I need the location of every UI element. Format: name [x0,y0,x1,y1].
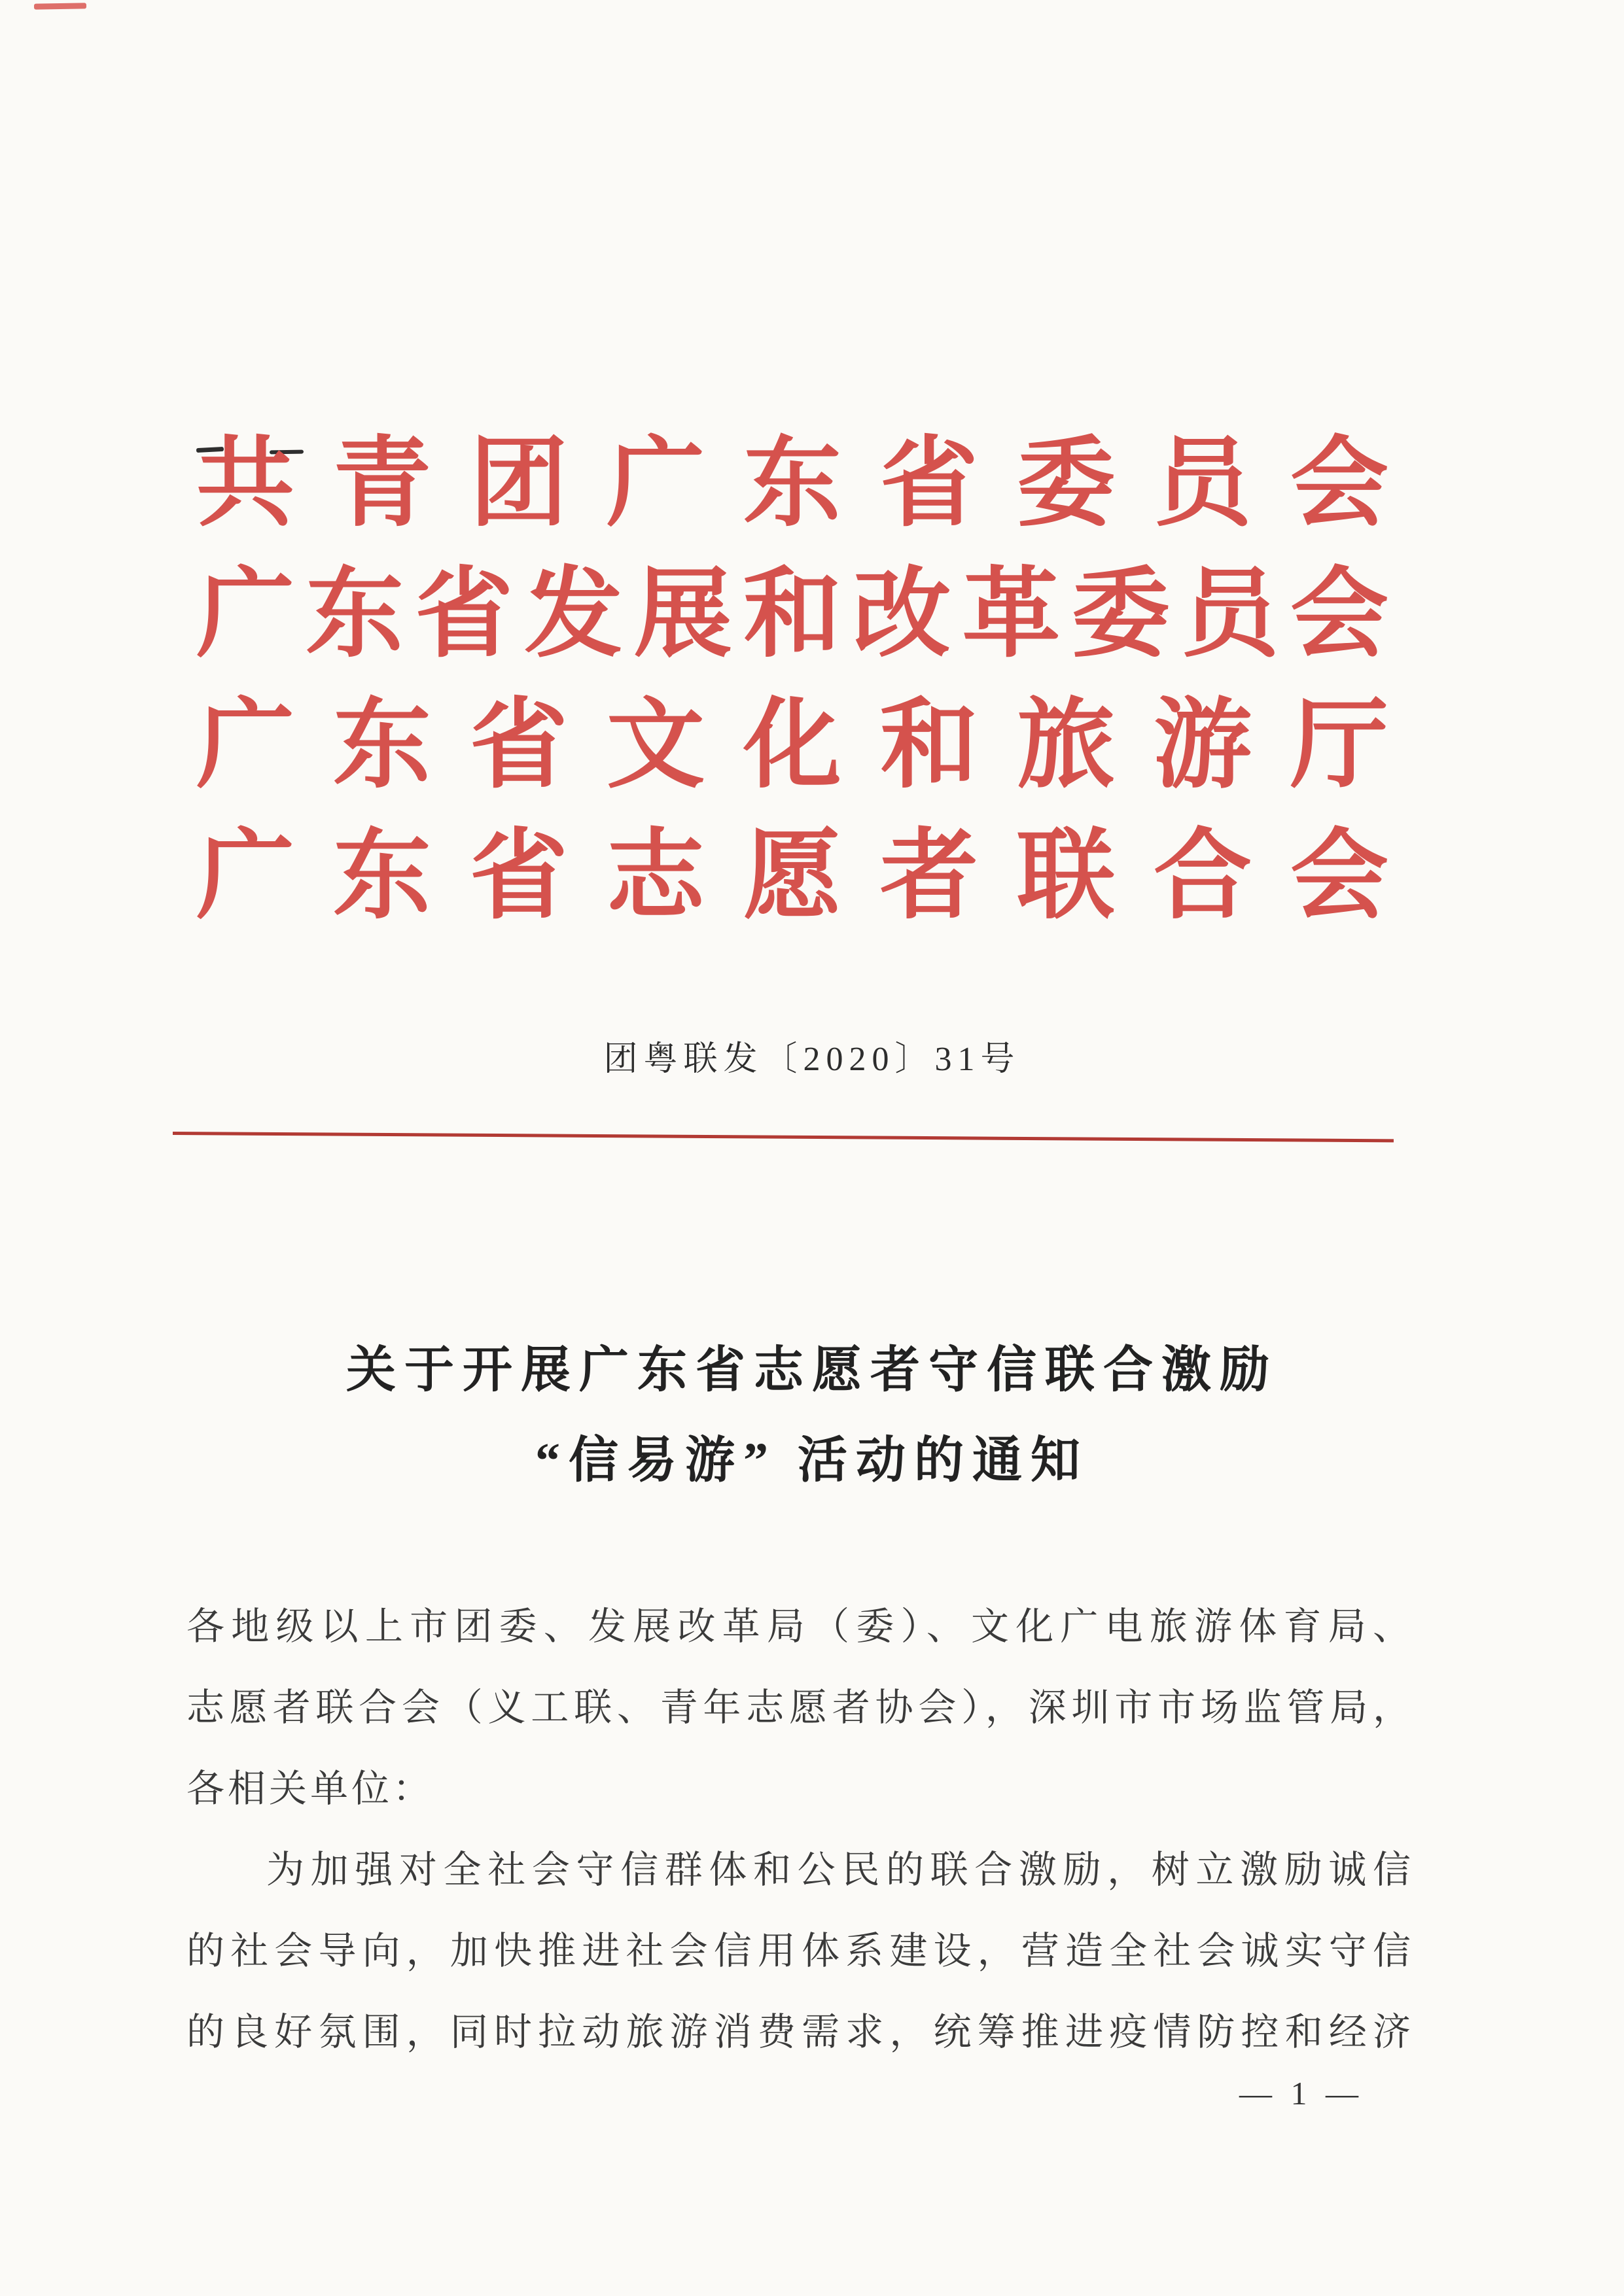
org-name-line-3: 广东省文化和旅游厅 [196,691,1388,800]
body-text [186,1586,1414,2073]
paragraph-line: 的良好氛围，同时拉动旅游消费需求，统筹推进疫情防控和经济 [186,2011,1414,2053]
org-name-line-4: 广东省志愿者联合会 [196,822,1388,931]
salutation-line: 志愿者联合会（义工联、青年志愿者协会），深圳市市场监管局， [186,1686,1414,1729]
document-number: 团粤联发〔2020〕31号 [603,1041,1021,1078]
doc-title-line-1: 关于开展广东省志愿者守信联合激励 [346,1343,1278,1398]
page-number: — 1 — [1239,2075,1364,2112]
org-name-line-1: 共青团广东省委员会 [196,430,1388,538]
doc-title-line-2: “信易游” 活动的通知 [535,1433,1089,1488]
salutation-line: 各地级以上市团委、发展改革局（委）、文化广电旅游体育局、 [186,1605,1414,1648]
org-name-line-2: 广东省发展和改革委员会 [196,561,1388,669]
salutation-line: 各相关单位： [186,1767,434,1810]
paragraph-line: 的社会导向，加快推进社会信用体系建设，营造全社会诚实守信 [186,1930,1414,1972]
scan-artifact-red-dash [34,3,86,9]
paragraph-line: 为加强对全社会守信群体和公民的联合激励，树立激励诚信 [266,1849,1414,1891]
red-divider-rule [173,1132,1394,1142]
